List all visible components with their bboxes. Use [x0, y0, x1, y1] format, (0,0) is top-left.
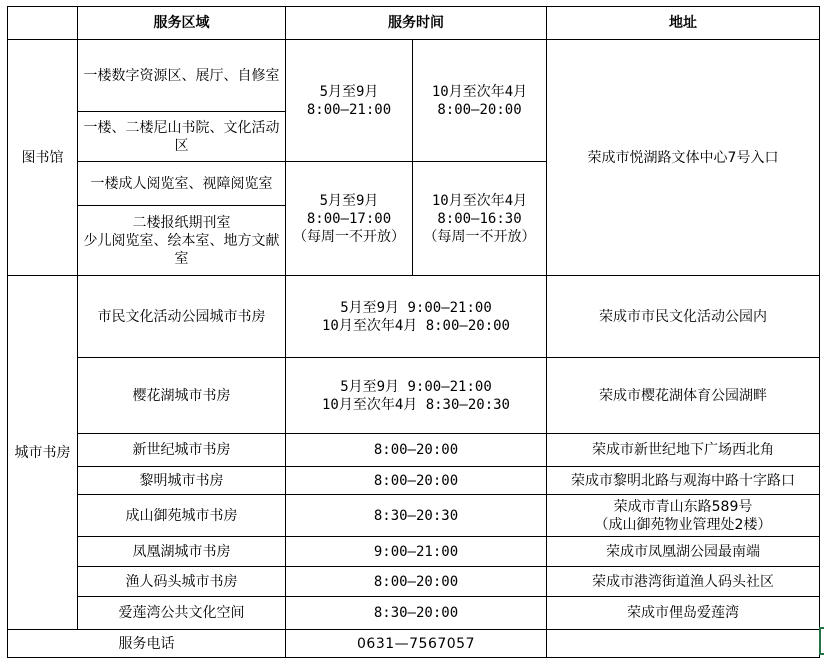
- bookstore-address: 荣成市樱花湖体育公园湖畔: [547, 358, 820, 434]
- library-summer-hours-1: 5月至9月 8:00—21:00: [286, 40, 413, 162]
- library-room: 一楼数字资源区、展厅、自修室: [78, 40, 286, 112]
- bookstore-hours: 8:00—20:00: [286, 467, 547, 495]
- bookstore-name: 黎明城市书房: [78, 467, 286, 495]
- footer-empty-cell[interactable]: [547, 630, 820, 658]
- library-room: 一楼成人阅览室、视障阅览室: [78, 162, 286, 206]
- bookstore-address: 荣成市新世纪地下广场西北角: [547, 434, 820, 467]
- bookstore-hours: 8:00—20:00: [286, 434, 547, 467]
- service-schedule-table: [7, 6, 820, 658]
- header-category: [8, 7, 78, 40]
- library-summer-hours-2: 5月至9月 8:00—17:00 （每周一不开放）: [286, 162, 413, 276]
- table-row: [8, 276, 820, 358]
- bookstore-hours: 5月至9月 9:00—21:00 10月至次年4月 8:30—20:30: [286, 358, 547, 434]
- bookstore-name: 渔人码头城市书房: [78, 567, 286, 597]
- bookstore-name: 爱莲湾公共文化空间: [78, 597, 286, 630]
- bookstore-name: 樱花湖城市书房: [78, 358, 286, 434]
- table-row: [8, 567, 820, 597]
- bookstore-address: 荣成市港湾街道渔人码头社区: [547, 567, 820, 597]
- bookstore-name: 凤凰湖城市书房: [78, 537, 286, 567]
- service-phone-label: 服务电话: [8, 630, 286, 658]
- library-winter-hours-2: 10月至次年4月 8:00—16:30 （每周一不开放）: [413, 162, 547, 276]
- bookstore-name: 新世纪城市书房: [78, 434, 286, 467]
- bookstore-address: 荣成市市民文化活动公园内: [547, 276, 820, 358]
- table-row: [8, 537, 820, 567]
- bookstore-address: 荣成市俚岛爱莲湾: [547, 597, 820, 630]
- library-winter-hours-1: 10月至次年4月 8:00—20:00: [413, 40, 547, 162]
- table-row: [8, 467, 820, 495]
- header-address: 地址: [547, 7, 820, 40]
- table-row: [8, 597, 820, 630]
- bookstore-address: 荣成市凤凰湖公园最南端: [547, 537, 820, 567]
- footer-row: [8, 630, 820, 658]
- bookstore-hours: 8:00—20:00: [286, 567, 547, 597]
- service-phone-number: 0631—7567057: [286, 630, 547, 658]
- city-bookstore-category: 城市书房: [8, 276, 78, 630]
- bookstore-hours: 9:00—21:00: [286, 537, 547, 567]
- bookstore-name: 成山御苑城市书房: [78, 495, 286, 537]
- table-row: [8, 495, 820, 537]
- bookstore-address: 荣成市青山东路589号 （成山御苑物业管理处2楼）: [547, 495, 820, 537]
- bookstore-hours: 8:30—20:00: [286, 597, 547, 630]
- library-category: 图书馆: [8, 40, 78, 276]
- table-row: [8, 40, 820, 112]
- cell-selection-marker: [819, 627, 824, 655]
- header-row: [8, 7, 820, 40]
- header-service-area: 服务区域: [78, 7, 286, 40]
- table-row: [8, 358, 820, 434]
- bookstore-name: 市民文化活动公园城市书房: [78, 276, 286, 358]
- bookstore-hours: 5月至9月 9:00—21:00 10月至次年4月 8:00—20:00: [286, 276, 547, 358]
- bookstore-hours: 8:30—20:30: [286, 495, 547, 537]
- table-row: [8, 434, 820, 467]
- library-room: 二楼报纸期刊室 少儿阅览室、绘本室、地方文献室: [78, 206, 286, 276]
- header-service-time: 服务时间: [286, 7, 547, 40]
- library-room: 一楼、二楼尼山书院、文化活动区: [78, 112, 286, 162]
- bookstore-address: 荣成市黎明北路与观海中路十字路口: [547, 467, 820, 495]
- library-address: 荣成市悦湖路文体中心7号入口: [547, 40, 820, 276]
